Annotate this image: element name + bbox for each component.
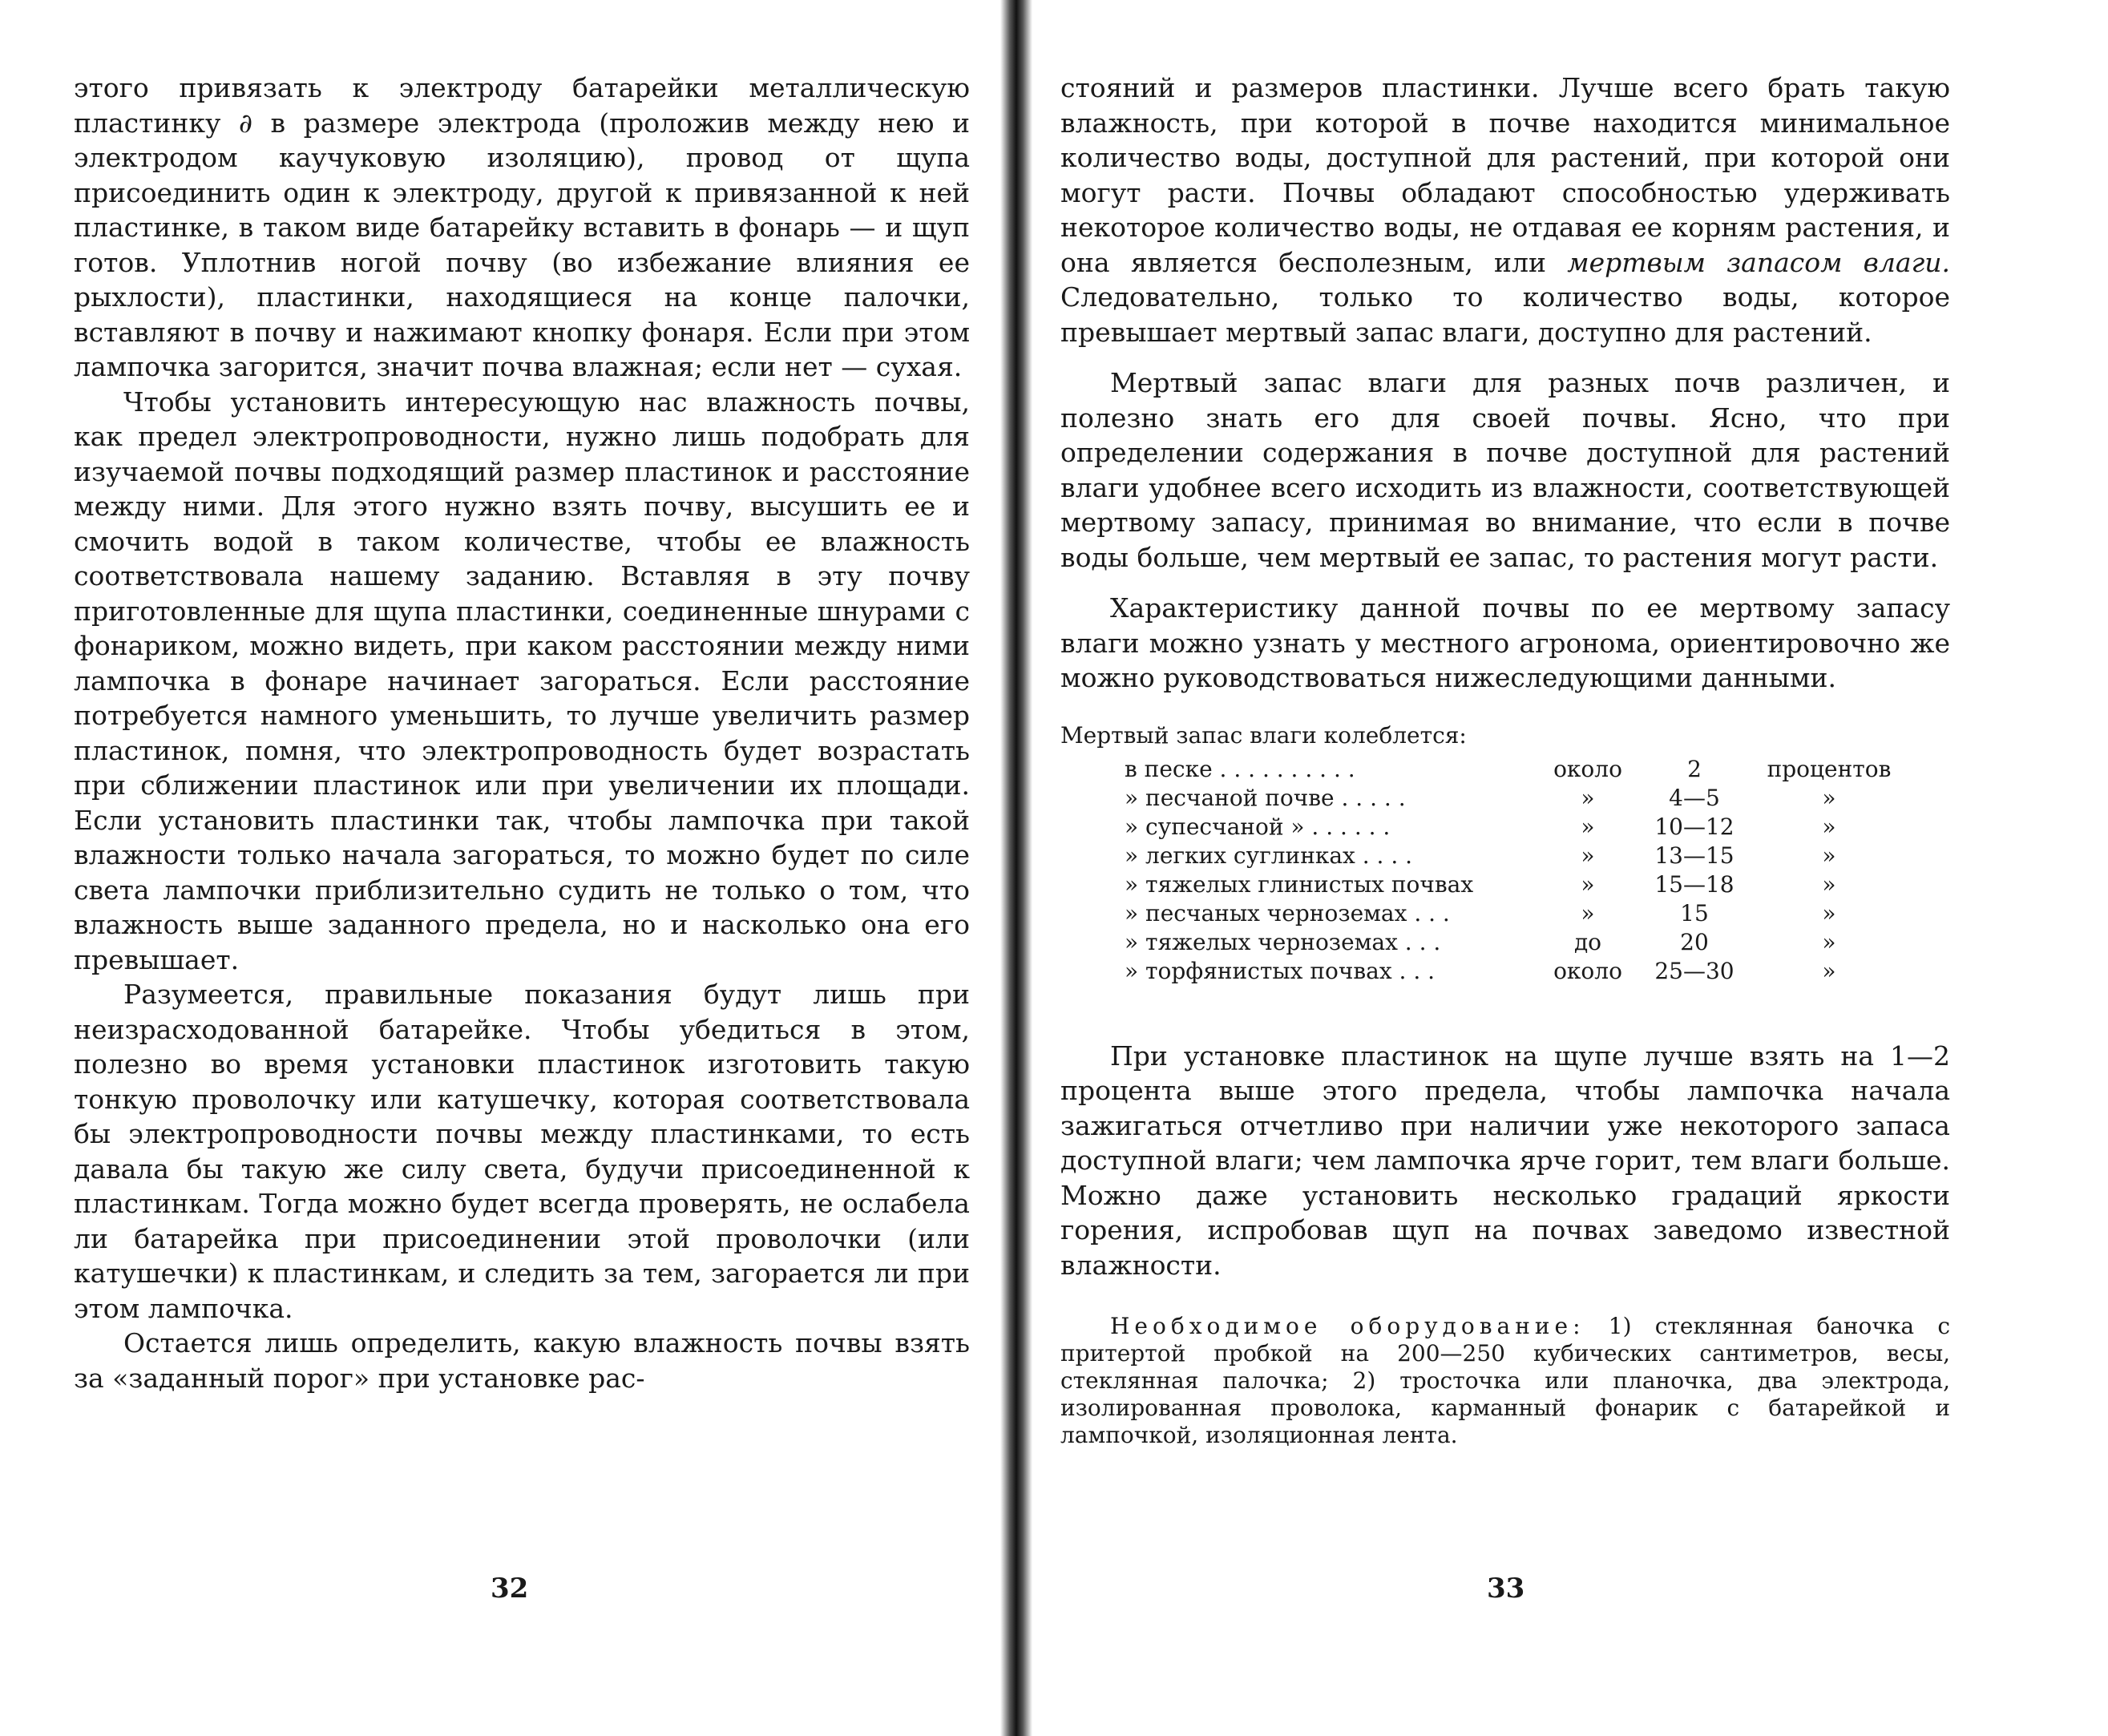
soil-cell: » легких суглинках . . . . (1125, 842, 1413, 869)
moisture-table-row (1125, 928, 1904, 957)
moisture-table-row (1125, 899, 1904, 928)
right-paragraph-1 (1060, 71, 1950, 349)
unit-cell: » (1822, 813, 1836, 840)
value-cell: 15—18 (1654, 870, 1734, 898)
equipment-note (1060, 1313, 1950, 1449)
comparator-cell: » (1581, 870, 1595, 898)
right-text-column (1060, 71, 1950, 1472)
left-page (0, 0, 1006, 1736)
value-cell: 13—15 (1654, 842, 1734, 869)
comparator-cell: » (1581, 899, 1595, 927)
right-paragraph-3: Характеристику данной почвы по ее мертвому запасу влаги можно узнать у местного агронома, ориентировочно же можно руководствоваться нижеследующими данными. (1060, 592, 1950, 693)
soil-cell: в песке . . . . . . . . . . (1125, 755, 1355, 782)
unit-cell: процентов (1767, 755, 1892, 782)
right-page-number: 33 (1487, 1572, 1525, 1605)
unit-cell: » (1822, 899, 1836, 927)
left-paragraph-4: Остается лишь определить, какую влажность почвы взять за «заданный порог» при установке рас- (74, 1327, 970, 1394)
left-paragraph-1: этого привязать к электроду батарейки металлическую пластинку ∂ в размере электрода (проложив между нею и электродом каучуковую изоляцию), провод от щупа присоединить один к электроду, другой к привязанной к ней пластинке, в таком виде батарейку вставить в фонарь — и щуп готов. Уплотнив ногой почву (во избежание влияния ее рыхлости), пластинки, находящиеся на конце палочки, вставляют в почву и нажимают кнопку фонаря. Если при этом лампочка загорится, значит почва влажная; если нет — сухая. (74, 72, 970, 382)
comparator-cell: » (1581, 784, 1595, 811)
soil-cell: » тяжелых черноземах . . . (1125, 928, 1441, 955)
unit-cell: » (1822, 842, 1836, 869)
left-text-column (74, 71, 970, 1395)
right-page (1022, 0, 2108, 1736)
comparator-cell: » (1581, 842, 1595, 869)
value-cell: 20 (1680, 928, 1709, 955)
moisture-table-row (1125, 870, 1904, 899)
unit-cell: » (1822, 957, 1836, 984)
unit-cell: » (1822, 928, 1836, 955)
left-page-number: 32 (491, 1572, 529, 1605)
soil-cell: » песчаной почве . . . . . (1125, 784, 1406, 811)
comparator-cell: до (1573, 928, 1602, 955)
right-paragraph-1-start: стояний и размеров пластинки. Лучше всего брать такую влажность, при которой в почве находится минимальное количество воды, доступной для растений, при которой они могут расти. Почвы обладают способностью удерживать некоторое количество воды, не отдавая ее корням растения, и она является бесполезным, или (1060, 72, 1950, 278)
comparator-cell: около (1553, 957, 1622, 984)
value-cell: 2 (1687, 755, 1702, 782)
right-paragraph-2: Мертвый запас влаги для разных почв различен, и полезно знать его для своей почвы. Ясно, что при определении содержания в почве доступной для растений влаги удобнее всего исходить из влажности, соответствующей мертвому запасу, принимая во внимание, что если в почве воды больше, чем мертвый ее запас, то растения могут расти. (1060, 367, 1950, 573)
unit-cell: » (1822, 784, 1836, 811)
left-paragraph-2: Чтобы установить интересующую нас влажность почвы, как предел электропроводности, нужно лишь подобрать для изучаемой почвы подходящий размер пластинок и расстояние между ними. Для этого нужно взять почву, высушить ее и смочить водой в таком количестве, чтобы ее влажность соответствовала нашему заданию. Вставляя в эту почву приготовленные для щупа пластинки, соединенные шнурами с фонариком, можно видеть, при каком расстоянии между ними лампочка в фонаре начинает загораться. Если расстояние потребуется намного уменьшить, то лучше увеличить размер пластинок, помня, что электропроводность будет возрастать при сближении пластинок или при увеличении их площади. Если установить пластинки так, чтобы лампочка при такой влажности только начала загораться, то можно будет по силе света лампочки приблизительно судить не только о том, что влажность выше заданного предела, но и насколько она его превышает. (74, 386, 970, 975)
value-cell: 15 (1680, 899, 1709, 927)
right-paragraph-4: При установке пластинок на щупе лучше взять на 1—2 процента выше этого предела, чтобы лампочка начала зажигаться отчетливо при наличии уже некоторого запаса доступной влаги; чем лампочка ярче горит, тем влаги больше. Можно даже установить несколько градаций яркости горения, испробовав щуп на почвах заведомо известной влажности. (1060, 1040, 1950, 1281)
right-paragraph-1-end: Следовательно, только то количество воды, которое превышает мертвый запас влаги, доступно для растений. (1060, 281, 1950, 348)
comparator-cell: около (1553, 755, 1622, 782)
moisture-table (1125, 755, 1904, 986)
soil-cell: » песчаных черноземах . . . (1125, 899, 1450, 927)
value-cell: 25—30 (1654, 957, 1734, 984)
moisture-table-row (1125, 755, 1904, 784)
value-cell: 4—5 (1669, 784, 1720, 811)
equipment-label: Необходимое оборудование: (1110, 1313, 1585, 1339)
soil-cell: » тяжелых глинистых почвах (1125, 870, 1474, 898)
moisture-table-row (1125, 842, 1904, 870)
value-cell: 10—12 (1654, 813, 1734, 840)
soil-cell: » торфянистых почвах . . . (1125, 957, 1436, 984)
moisture-table-row (1125, 813, 1904, 842)
left-paragraph-3: Разумеется, правильные показания будут лишь при неизрасходованной батарейке. Чтобы убедиться в этом, полезно во время установки пластинок изготовить такую тонкую проволочку или катушечку, которая соответствовала бы электропроводности почвы между пластинками, то есть давала бы такую же силу света, будучи присоединенной к пластинкам. Тогда можно будет всегда проверять, не ослабела ли батарейка при присоединении этой проволочки (или катушечки) к пластинкам, и следить за тем, загорается ли при этом лампочка. (74, 979, 970, 1324)
comparator-cell: » (1581, 813, 1595, 840)
moisture-table-row (1125, 957, 1904, 986)
moisture-table-row (1125, 784, 1904, 813)
soil-cell: » супесчаной » . . . . . . (1125, 813, 1391, 840)
dead-moisture-term: мертвым запасом влаги. (1567, 246, 1950, 278)
equipment-text: 1) стеклянная баночка с притертой пробкой на 200—250 кубических сантиметров, весы, стеклянная палочка; 2) тросточка или планочка, два электрода, изолированная проволока, карманный фонарик с батарейкой и лампочкой, изоляционная лента. (1060, 1313, 1951, 1448)
unit-cell: » (1822, 870, 1836, 898)
moisture-table-title: Мертвый запас влаги колеблется: (1060, 721, 1467, 749)
